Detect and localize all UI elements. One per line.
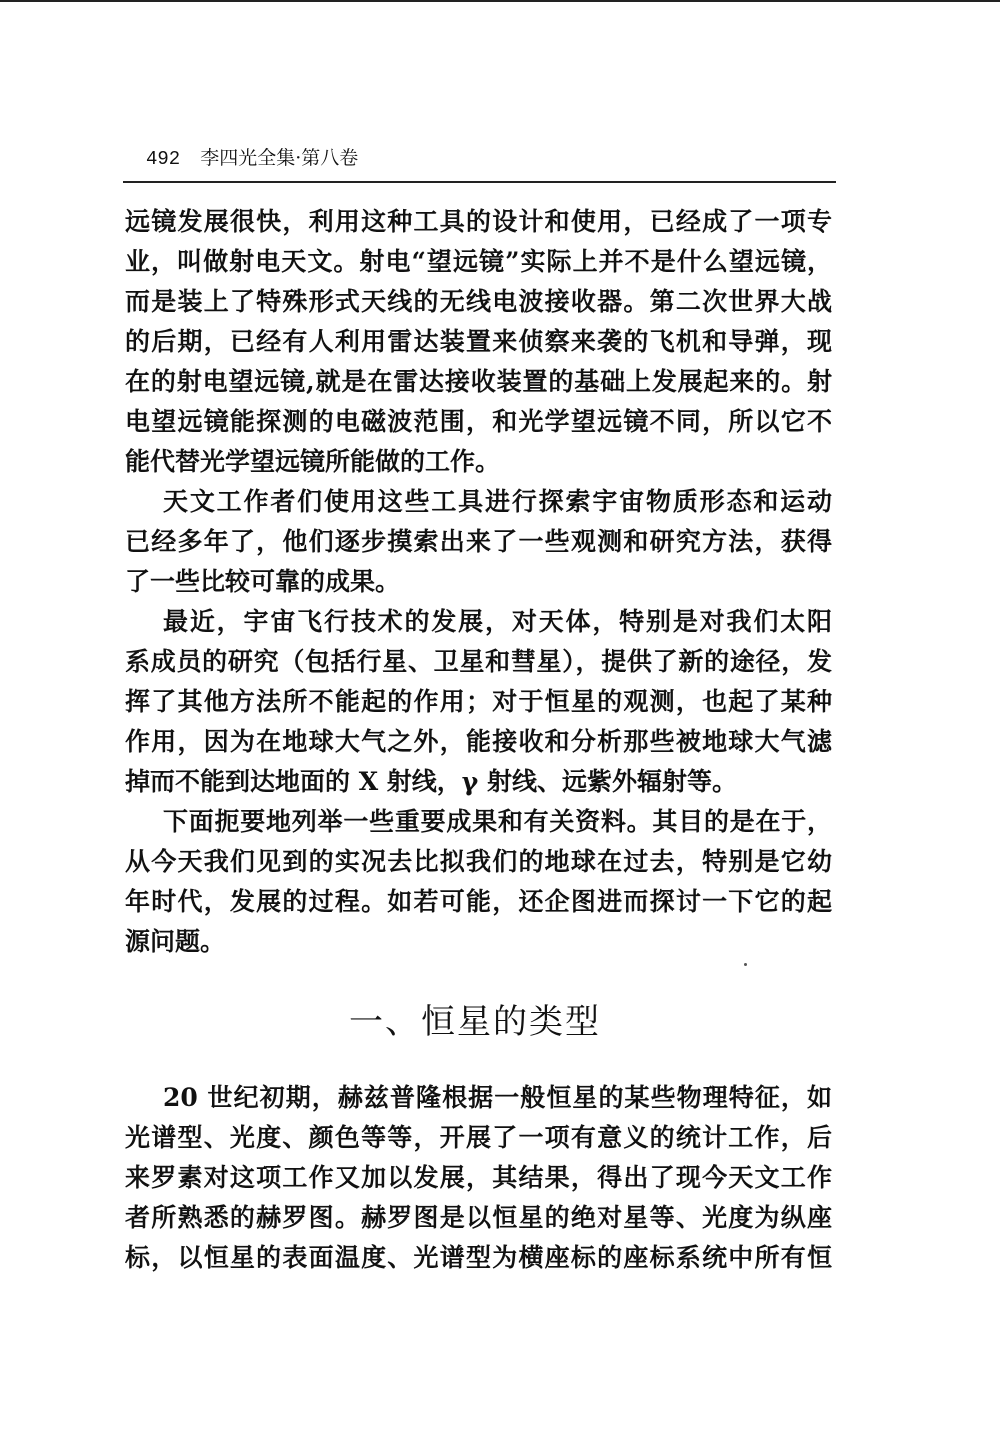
- text-line: 而是装上了特殊形式天线的无线电波接收器。第二次世界大战: [125, 287, 832, 316]
- text-line: 年时代，发展的过程。如若可能，还企图进而探讨一下它的起: [125, 887, 832, 916]
- text-line: 天文工作者们使用这些工具进行探索宇宙物质形态和运动: [163, 487, 832, 516]
- section-2-body: [125, 1078, 832, 1278]
- scan-speck: [744, 963, 747, 966]
- text-line: 20 世纪初期，赫兹普隆根据一般恒星的某些物理特征，如: [163, 1083, 832, 1112]
- text-line: 已经多年了，他们逐步摸索出来了一些观测和研究方法，获得: [125, 527, 832, 556]
- section-heading: 一、恒星的类型: [349, 1002, 601, 1042]
- paragraph: [125, 602, 832, 802]
- text-line: 下面扼要地列举一些重要成果和有关资料。其目的是在于，: [163, 807, 832, 836]
- paragraph: [125, 1078, 832, 1278]
- text-line: 远镜发展很快，利用这种工具的设计和使用，已经成了一项专: [125, 207, 832, 236]
- text-line: 系成员的研究（包括行星、卫星和彗星），提供了新的途径，发: [125, 647, 832, 676]
- text-line: 源问题。: [125, 927, 226, 956]
- scan-top-border: [0, 0, 1000, 2]
- paragraph: [125, 482, 832, 602]
- text-line: 标，以恒星的表面温度、光谱型为横座标的座标系统中所有恒: [125, 1243, 832, 1272]
- text-line: 光谱型、光度、颜色等等，开展了一项有意义的统计工作，后: [125, 1123, 832, 1152]
- running-header: [146, 143, 358, 170]
- text-line: 能代替光学望远镜所能做的工作。: [125, 447, 501, 476]
- text-line: 掉而不能到达地面的 X 射线，γ 射线、远紫外辐射等。: [125, 767, 738, 796]
- text-line: 的后期，已经有人利用雷达装置来侦察来袭的飞机和导弹，现: [125, 327, 832, 356]
- text-line: 挥了其他方法所不能起的作用；对于恒星的观测，也起了某种: [125, 687, 832, 716]
- text-line: 最近，宇宙飞行技术的发展，对天体，特别是对我们太阳: [163, 607, 832, 636]
- book-title: 李四光全集·第八卷: [200, 147, 359, 169]
- text-line: 了一些比较可靠的成果。: [125, 567, 401, 596]
- page-number: 492: [146, 148, 181, 170]
- text-line: 来罗素对这项工作又加以发展，其结果，得出了现今天文工作: [125, 1163, 832, 1192]
- text-line: 电望远镜能探测的电磁波范围，和光学望远镜不同，所以它不: [125, 407, 832, 436]
- text-line: 作用，因为在地球大气之外，能接收和分析那些被地球大气滤: [125, 727, 832, 756]
- paragraph: [125, 802, 832, 962]
- text-line: 业，叫做射电天文。射电“望远镜”实际上并不是什么望远镜，: [125, 247, 832, 276]
- paragraph: [125, 202, 832, 482]
- text-line: 从今天我们见到的实况去比拟我们的地球在过去，特别是它幼: [125, 847, 832, 876]
- header-rule: [123, 181, 836, 183]
- text-line: 在的射电望远镜,就是在雷达接收装置的基础上发展起来的。射: [125, 367, 832, 396]
- section-1-body: [125, 202, 832, 962]
- text-line: 者所熟悉的赫罗图。赫罗图是以恒星的绝对星等、光度为纵座: [125, 1203, 832, 1232]
